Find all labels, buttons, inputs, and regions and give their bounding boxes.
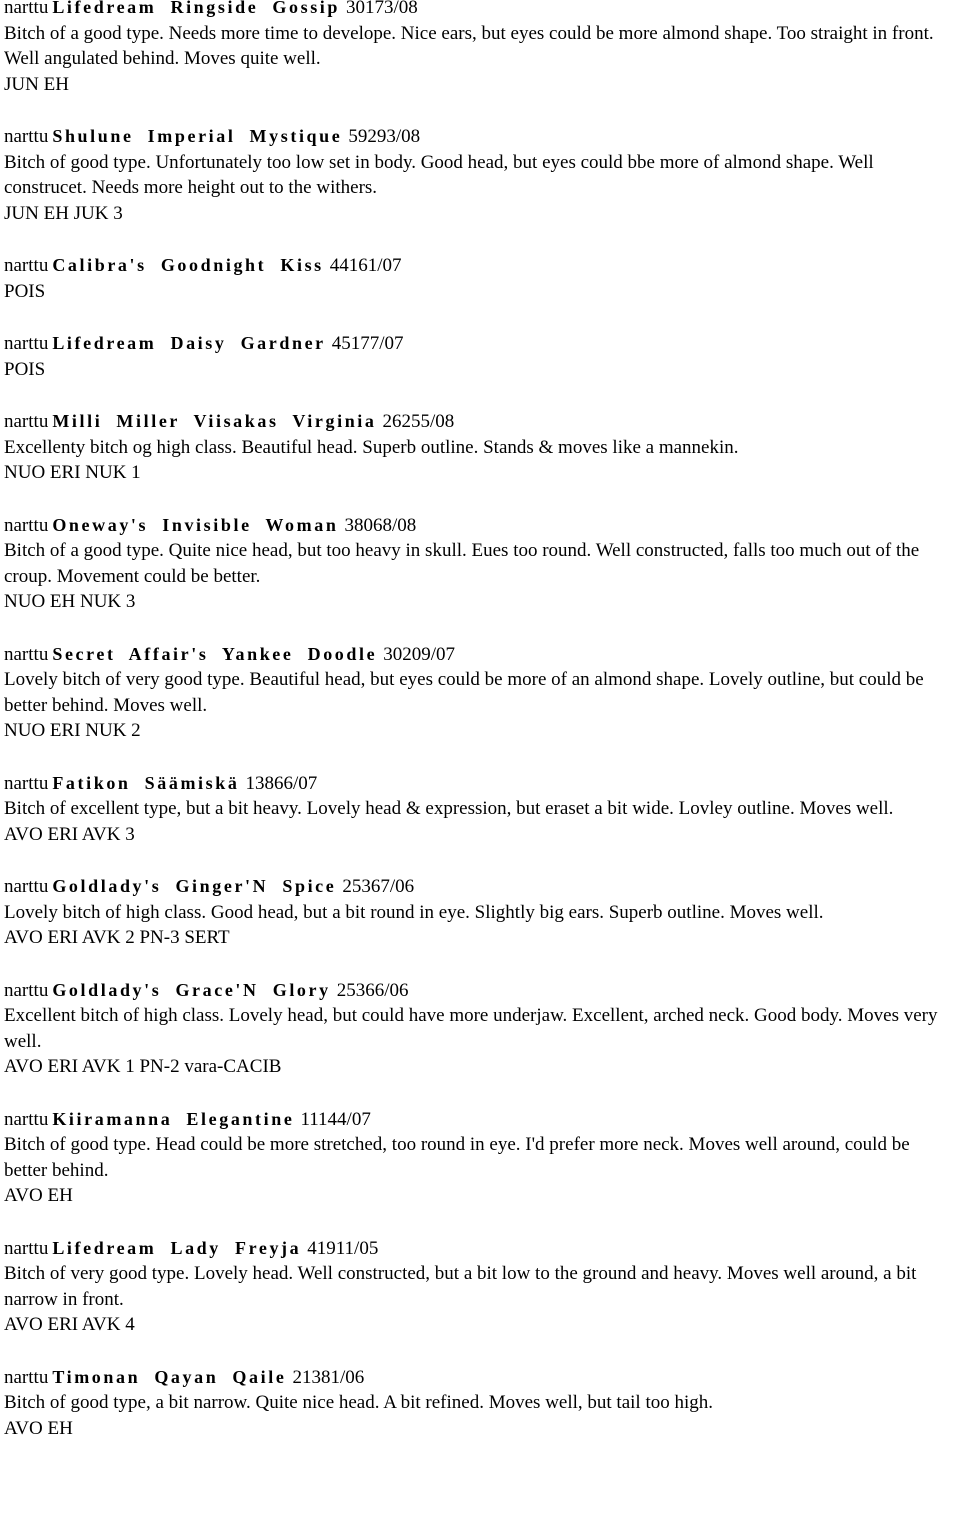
critique-text: Bitch of a good type. Needs more time to develope. Nice ears, but eyes could be more almond shape. Too straight in front. Well angulated behind. Moves quite well. — [4, 22, 934, 69]
dog-name: Oneway's Invisible Woman — [52, 514, 339, 535]
critique-text: Bitch of a good type. Quite nice head, but too heavy in skull. Eues too round. Well constructed, falls too much out of the croup. Movement could be better. — [4, 540, 920, 587]
list-item — [4, 331, 956, 382]
entry-heading — [4, 642, 956, 668]
award-result: AVO ERI AVK 4 — [4, 1314, 135, 1335]
registration-number: 41911/05 — [307, 1237, 379, 1259]
registration-number: 59293/08 — [348, 126, 421, 147]
dog-name: Fatikon Säämiskä — [52, 772, 240, 793]
entry-heading — [4, 0, 956, 21]
list-item — [4, 409, 956, 486]
list-item — [4, 1365, 956, 1442]
critique-text: Bitch of good type, a bit narrow. Quite nice head. A bit refined. Moves well, but tail too high. — [4, 1392, 714, 1413]
critique-text: Bitch of very good type. Lovely head. Well constructed, but a bit low to the ground and heavy. Moves well around, a bit narrow in front. — [4, 1263, 917, 1310]
registration-number: 30173/08 — [346, 0, 418, 18]
award-result: AVO ERI AVK 1 PN-2 vara-CACIB — [4, 1056, 282, 1077]
entry-prefix: narttu — [4, 643, 49, 665]
entry-heading — [4, 409, 956, 435]
dog-name: Lifedream Lady Freyja — [52, 1237, 302, 1258]
entry-prefix: narttu — [4, 979, 49, 1001]
award-result: AVO EH — [4, 1417, 73, 1439]
list-item — [4, 978, 956, 1080]
dog-name: Goldlady's Ginger'N Spice — [52, 876, 337, 896]
entry-prefix: narttu — [4, 0, 49, 18]
award-result: JUN EH JUK 3 — [4, 202, 123, 224]
entry-prefix: narttu — [4, 333, 49, 354]
critique-document — [4, 0, 956, 1468]
award-result: POIS — [4, 358, 46, 380]
entry-prefix: narttu — [4, 514, 49, 536]
registration-number: 26255/08 — [382, 411, 455, 432]
registration-number: 38068/08 — [344, 514, 417, 536]
registration-number: 21381/06 — [292, 1366, 365, 1388]
list-item — [4, 874, 956, 951]
critique-text: Bitch of good type. Head could be more stretched, too round in eye. I'd prefer more neck. Moves well around, could be better behind. — [4, 1134, 910, 1181]
list-item — [4, 124, 956, 226]
award-result: JUN EH — [4, 73, 69, 95]
critique-text: Bitch of excellent type, but a bit heavy. Lovely head & expression, but eraset a bit wide. Lovley outline. Moves well. — [4, 798, 894, 819]
award-result: AVO EH — [4, 1185, 73, 1206]
list-item — [4, 1236, 956, 1338]
entry-prefix: narttu — [4, 1237, 49, 1259]
dog-name: Goldlady's Grace'N Glory — [52, 979, 331, 1000]
award-result: AVO ERI AVK 3 — [4, 823, 135, 845]
dog-name: Kiiramanna Elegantine — [52, 1108, 295, 1129]
award-result: NUO ERI NUK 2 — [4, 720, 141, 741]
critique-text: Bitch of good type. Unfortunately too low set in body. Good head, but eyes could bbe more of almond shape. Well construcet. Needs more height out to the withers. — [4, 151, 874, 198]
award-result: AVO ERI AVK 2 PN-3 SERT — [4, 927, 230, 948]
entry-prefix: narttu — [4, 126, 49, 147]
entry-prefix: narttu — [4, 255, 49, 276]
entry-prefix: narttu — [4, 876, 49, 897]
registration-number: 13866/07 — [245, 772, 318, 794]
list-item — [4, 253, 956, 304]
critique-text: Lovely bitch of very good type. Beautiful head, but eyes could be more of an almond shape. Lovely outline, but could be better behind. Moves well. — [4, 669, 924, 716]
entry-heading — [4, 124, 956, 150]
list-item — [4, 0, 956, 97]
entry-prefix: narttu — [4, 772, 49, 794]
registration-number: 30209/07 — [383, 643, 455, 665]
entry-heading — [4, 1365, 956, 1391]
dog-name: Calibra's Goodnight Kiss — [52, 255, 324, 275]
registration-number: 25366/06 — [336, 979, 409, 1001]
registration-number: 45177/07 — [331, 333, 404, 354]
critique-text: Excellent bitch of high class. Lovely head, but could have more underjaw. Excellent, arched neck. Good body. Moves very well. — [4, 1005, 938, 1052]
entry-heading — [4, 771, 956, 797]
entry-heading — [4, 331, 956, 357]
list-item — [4, 1107, 956, 1209]
award-result: NUO EH NUK 3 — [4, 591, 136, 612]
critique-text: Excellenty bitch og high class. Beautiful head. Superb outline. Stands & moves like a mannekin. — [4, 436, 739, 458]
dog-name: Shulune Imperial Mystique — [52, 126, 343, 146]
entry-heading — [4, 1236, 956, 1262]
dog-name: Lifedream Daisy Gardner — [52, 333, 326, 353]
entry-heading — [4, 978, 956, 1004]
entry-heading — [4, 513, 956, 539]
award-result: NUO ERI NUK 1 — [4, 462, 141, 483]
registration-number: 25367/06 — [342, 876, 415, 897]
registration-number: 11144/07 — [300, 1108, 371, 1130]
dog-name: Milli Miller Viisakas Virginia — [52, 411, 377, 431]
entry-heading — [4, 874, 956, 900]
critique-text: Lovely bitch of high class. Good head, but a bit round in eye. Slightly big ears. Superb outline. Moves well. — [4, 901, 824, 923]
dog-name: Lifedream Ringside Gossip — [52, 0, 341, 17]
list-item — [4, 642, 956, 744]
award-result: POIS — [4, 280, 46, 302]
entry-prefix: narttu — [4, 1366, 49, 1388]
entry-prefix: narttu — [4, 1108, 49, 1130]
list-item — [4, 513, 956, 615]
entry-heading — [4, 1107, 956, 1133]
dog-name: Timonan Qayan Qaile — [52, 1366, 287, 1387]
registration-number: 44161/07 — [329, 255, 402, 276]
list-item — [4, 771, 956, 848]
entry-prefix: narttu — [4, 411, 49, 432]
entry-list — [4, 0, 956, 1441]
dog-name: Secret Affair's Yankee Doodle — [52, 643, 378, 664]
entry-heading — [4, 253, 956, 279]
